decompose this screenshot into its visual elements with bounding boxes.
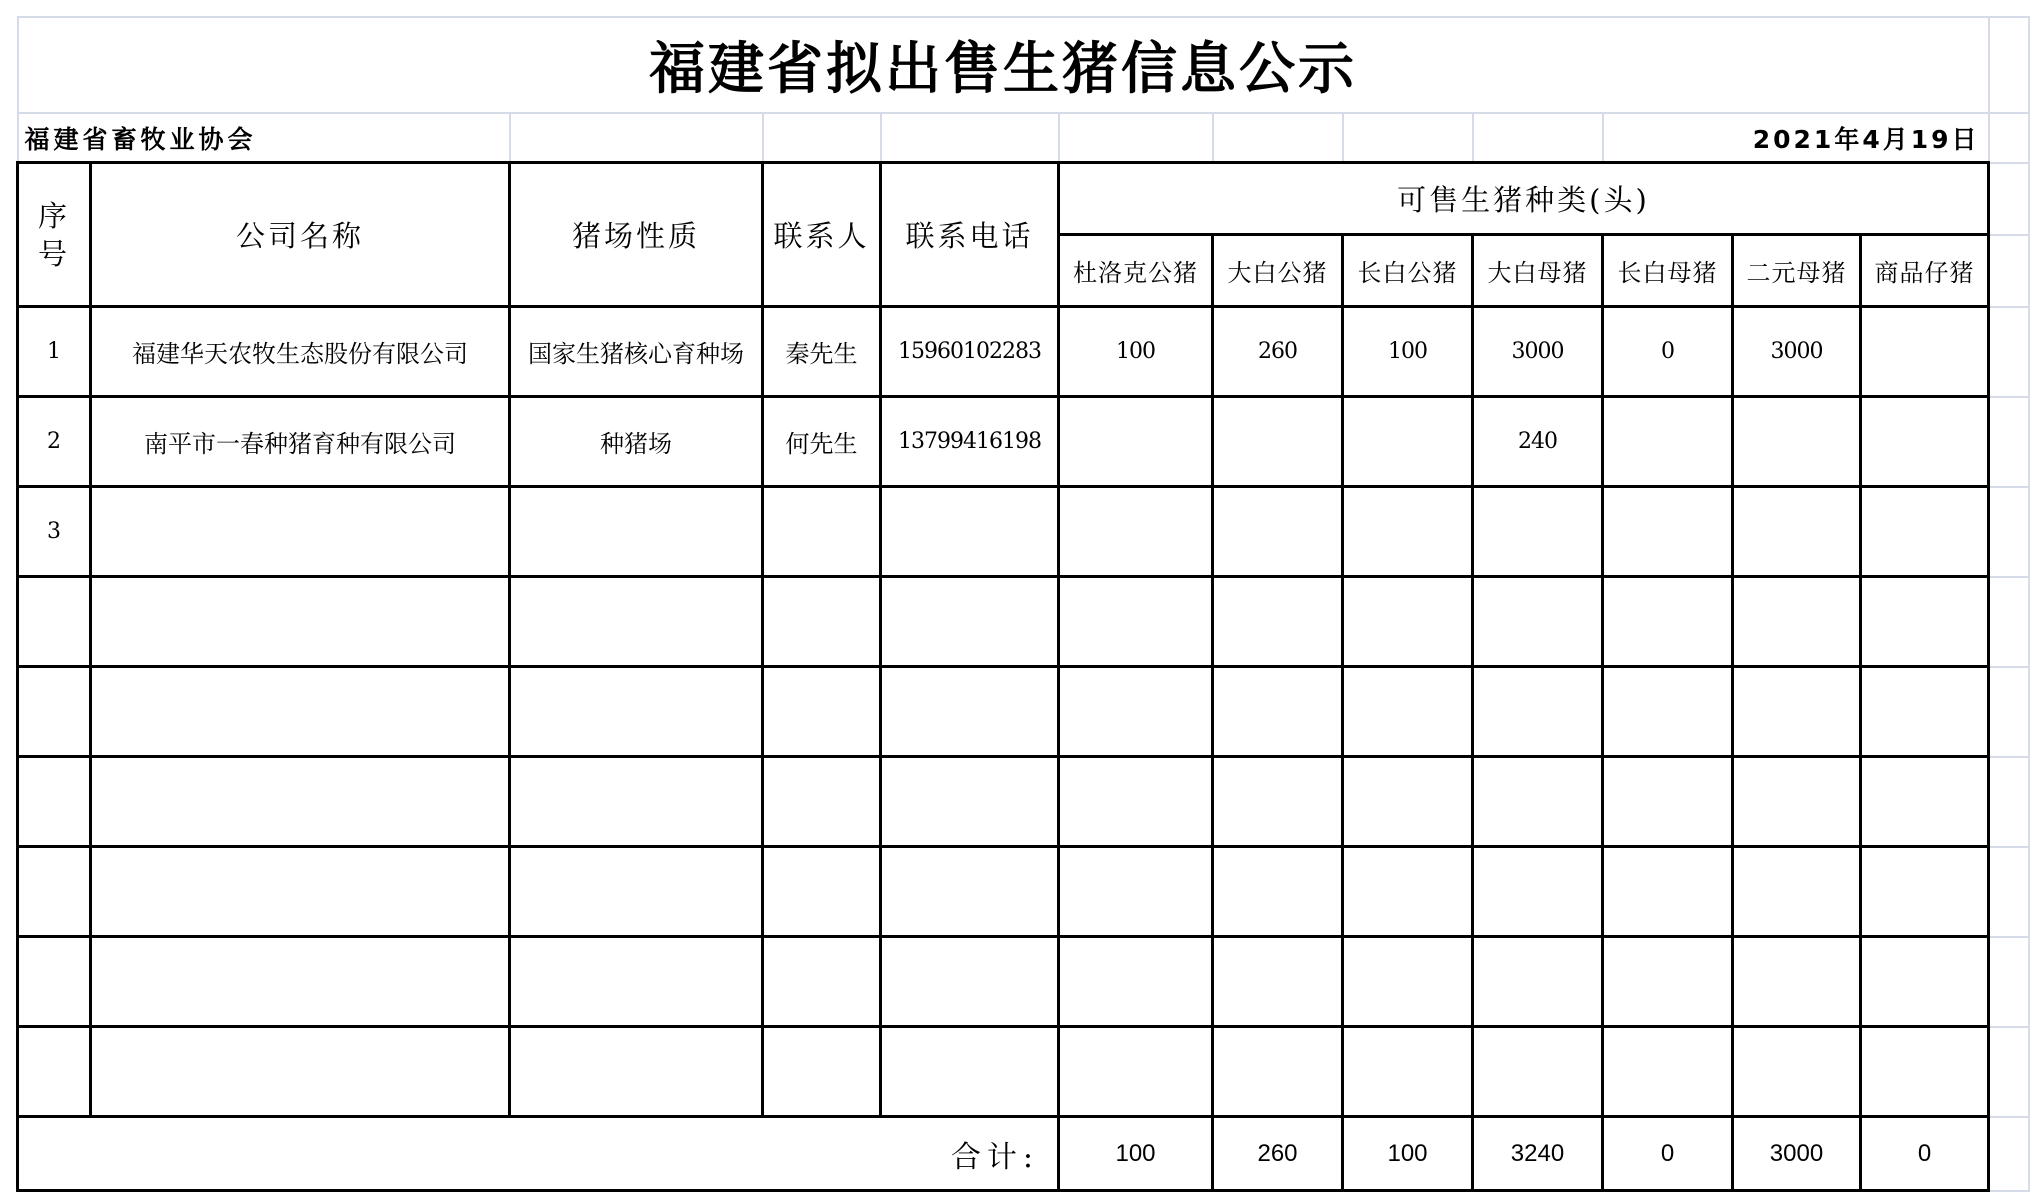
cell-count[interactable] (1733, 397, 1861, 487)
cell-phone[interactable] (881, 937, 1059, 1027)
table-row (18, 847, 2029, 937)
cell-count[interactable] (1059, 397, 1213, 487)
cell-count[interactable] (1603, 667, 1733, 757)
table-row (18, 937, 2029, 1027)
spreadsheet (16, 16, 2030, 1192)
cell-seq[interactable] (18, 847, 91, 937)
cell-phone[interactable] (881, 1027, 1059, 1117)
cell-count[interactable] (1861, 397, 1989, 487)
empty-cell[interactable] (1059, 113, 1213, 163)
header-large-white-sow[interactable]: 大白母猪 (1473, 235, 1603, 307)
cell-contact[interactable]: 秦先生 (763, 307, 881, 397)
empty-cell[interactable] (1989, 1027, 2029, 1117)
cell-count[interactable] (1603, 757, 1733, 847)
cell-count[interactable] (1603, 847, 1733, 937)
empty-cell[interactable] (1989, 113, 2029, 163)
cell-count[interactable] (1213, 1027, 1343, 1117)
empty-cell[interactable] (881, 113, 1059, 163)
header-large-white-boar[interactable]: 大白公猪 (1213, 235, 1343, 307)
cell-count[interactable] (1733, 847, 1861, 937)
cell-count[interactable] (1733, 487, 1861, 577)
cell-count[interactable] (1343, 1027, 1473, 1117)
header-seq[interactable] (18, 163, 91, 307)
cell-count[interactable]: 260 (1213, 307, 1343, 397)
empty-cell[interactable] (1989, 757, 2029, 847)
cell-count[interactable] (1473, 487, 1603, 577)
header-farm-type[interactable]: 猪场性质 (510, 163, 763, 307)
cell-count[interactable] (1059, 667, 1213, 757)
header-contact[interactable]: 联系人 (763, 163, 881, 307)
cell-count[interactable] (1059, 1027, 1213, 1117)
table-row (18, 667, 2029, 757)
total-count[interactable]: 100 (1343, 1117, 1473, 1191)
cell-count[interactable] (1473, 937, 1603, 1027)
cell-farm-type[interactable] (510, 1027, 763, 1117)
cell-count[interactable] (1059, 577, 1213, 667)
cell-count[interactable] (1059, 757, 1213, 847)
header-phone[interactable]: 联系电话 (881, 163, 1059, 307)
header-landrace-boar[interactable]: 长白公猪 (1343, 235, 1473, 307)
cell-count[interactable] (1861, 937, 1989, 1027)
cell-contact[interactable]: 何先生 (763, 397, 881, 487)
cell-seq[interactable] (18, 667, 91, 757)
cell-seq[interactable] (18, 937, 91, 1027)
cell-count[interactable] (1343, 487, 1473, 577)
total-count[interactable]: 100 (1059, 1117, 1213, 1191)
cell-count[interactable] (1343, 757, 1473, 847)
cell-count[interactable] (1733, 577, 1861, 667)
cell-count[interactable] (1213, 487, 1343, 577)
cell-count[interactable]: 240 (1473, 397, 1603, 487)
cell-count[interactable] (1213, 577, 1343, 667)
cell-seq[interactable] (18, 577, 91, 667)
table-row (18, 757, 2029, 847)
cell-phone[interactable] (881, 577, 1059, 667)
cell-count[interactable] (1213, 847, 1343, 937)
cell-contact[interactable] (763, 577, 881, 667)
cell-count[interactable] (1213, 937, 1343, 1027)
cell-count[interactable] (1861, 757, 1989, 847)
empty-cell[interactable] (1989, 577, 2029, 667)
cell-farm-type[interactable] (510, 757, 763, 847)
cell-farm-type[interactable] (510, 847, 763, 937)
cell-count[interactable] (1059, 487, 1213, 577)
cell-seq[interactable]: 3 (18, 487, 91, 577)
cell-count[interactable] (1213, 667, 1343, 757)
cell-contact[interactable] (763, 937, 881, 1027)
total-label[interactable]: 合计: (18, 1117, 1059, 1191)
empty-cell[interactable] (1343, 113, 1473, 163)
table-row (18, 1027, 2029, 1117)
cell-contact[interactable] (763, 1027, 881, 1117)
empty-cell[interactable] (510, 113, 763, 163)
cell-phone[interactable]: 15960102283 (881, 307, 1059, 397)
table-row (18, 307, 2029, 397)
total-count[interactable]: 3000 (1733, 1117, 1861, 1191)
cell-count[interactable] (1213, 397, 1343, 487)
cell-count[interactable] (1733, 757, 1861, 847)
cell-count[interactable] (1861, 577, 1989, 667)
cell-phone[interactable] (881, 847, 1059, 937)
header-commercial-piglet[interactable]: 商品仔猪 (1861, 235, 1989, 307)
cell-count[interactable]: 100 (1343, 307, 1473, 397)
cell-count[interactable] (1343, 397, 1473, 487)
empty-cell[interactable] (1989, 235, 2029, 307)
cell-count[interactable] (1603, 1027, 1733, 1117)
cell-count[interactable] (1473, 1027, 1603, 1117)
total-row (18, 1117, 2029, 1191)
cell-company[interactable]: 福建华天农牧生态股份有限公司 (91, 307, 510, 397)
empty-cell[interactable] (1989, 163, 2029, 235)
empty-cell[interactable] (1989, 1117, 2029, 1191)
cell-contact[interactable] (763, 847, 881, 937)
cell-count[interactable]: 100 (1059, 307, 1213, 397)
empty-cell[interactable] (1989, 667, 2029, 757)
cell-farm-type[interactable] (510, 667, 763, 757)
cell-phone[interactable]: 13799416198 (881, 397, 1059, 487)
cell-count[interactable] (1059, 937, 1213, 1027)
cell-phone[interactable] (881, 757, 1059, 847)
cell-contact[interactable] (763, 757, 881, 847)
cell-count[interactable] (1213, 757, 1343, 847)
empty-cell[interactable] (1989, 487, 2029, 577)
header-breed-group[interactable]: 可售生猪种类(头) (1059, 163, 1989, 235)
table-row (18, 397, 2029, 487)
header-duroc-boar[interactable]: 杜洛克公猪 (1059, 235, 1213, 307)
cell-company[interactable]: 南平市一春种猪育种有限公司 (91, 397, 510, 487)
header-seq-label: 序号 (38, 198, 71, 271)
total-count[interactable]: 3240 (1473, 1117, 1603, 1191)
cell-company[interactable] (91, 577, 510, 667)
organization-name[interactable]: 福建省畜牧业协会 (18, 113, 510, 163)
total-count[interactable]: 260 (1213, 1117, 1343, 1191)
header-landrace-sow[interactable]: 长白母猪 (1603, 235, 1733, 307)
empty-cell[interactable] (1213, 113, 1343, 163)
cell-count[interactable] (1473, 667, 1603, 757)
table-row (18, 577, 2029, 667)
cell-count[interactable] (1733, 937, 1861, 1027)
cell-count[interactable] (1861, 307, 1989, 397)
cell-count[interactable] (1343, 577, 1473, 667)
cell-company[interactable] (91, 667, 510, 757)
cell-farm-type[interactable]: 种猪场 (510, 397, 763, 487)
cell-seq[interactable]: 2 (18, 397, 91, 487)
cell-count[interactable] (1733, 667, 1861, 757)
cell-count[interactable] (1603, 397, 1733, 487)
cell-contact[interactable] (763, 667, 881, 757)
cell-count[interactable] (1861, 487, 1989, 577)
empty-cell[interactable] (1989, 937, 2029, 1027)
cell-count[interactable]: 0 (1603, 307, 1733, 397)
cell-farm-type[interactable] (510, 937, 763, 1027)
cell-company[interactable] (91, 847, 510, 937)
cell-company[interactable] (91, 757, 510, 847)
header-crossbred-sow[interactable]: 二元母猪 (1733, 235, 1861, 307)
total-count[interactable]: 0 (1861, 1117, 1989, 1191)
cell-company[interactable] (91, 937, 510, 1027)
cell-count[interactable] (1603, 577, 1733, 667)
cell-seq[interactable] (18, 757, 91, 847)
cell-count[interactable]: 3000 (1733, 307, 1861, 397)
table-row (18, 487, 2029, 577)
empty-cell[interactable] (763, 113, 881, 163)
empty-cell[interactable] (1989, 17, 2029, 113)
report-date[interactable]: 2021年4月19日 (1603, 113, 1989, 163)
cell-count[interactable] (1861, 667, 1989, 757)
cell-count[interactable] (1059, 847, 1213, 937)
cell-company[interactable] (91, 1027, 510, 1117)
cell-count[interactable] (1473, 847, 1603, 937)
cell-count[interactable] (1473, 577, 1603, 667)
cell-count[interactable]: 3000 (1473, 307, 1603, 397)
pig-sale-table (16, 16, 2030, 1192)
cell-farm-type[interactable]: 国家生猪核心育种场 (510, 307, 763, 397)
cell-phone[interactable] (881, 667, 1059, 757)
cell-contact[interactable] (763, 487, 881, 577)
cell-count[interactable] (1733, 1027, 1861, 1117)
cell-count[interactable] (1603, 487, 1733, 577)
sheet-title[interactable]: 福建省拟出售生猪信息公示 (18, 17, 1989, 113)
cell-seq[interactable]: 1 (18, 307, 91, 397)
cell-seq[interactable] (18, 1027, 91, 1117)
cell-farm-type[interactable] (510, 487, 763, 577)
empty-cell[interactable] (1989, 307, 2029, 397)
header-company[interactable]: 公司名称 (91, 163, 510, 307)
cell-count[interactable] (1861, 1027, 1989, 1117)
total-count[interactable]: 0 (1603, 1117, 1733, 1191)
cell-count[interactable] (1473, 757, 1603, 847)
empty-cell[interactable] (1989, 397, 2029, 487)
cell-count[interactable] (1603, 937, 1733, 1027)
cell-count[interactable] (1343, 667, 1473, 757)
empty-cell[interactable] (1989, 847, 2029, 937)
cell-count[interactable] (1861, 847, 1989, 937)
cell-farm-type[interactable] (510, 577, 763, 667)
cell-count[interactable] (1343, 847, 1473, 937)
cell-company[interactable] (91, 487, 510, 577)
cell-count[interactable] (1343, 937, 1473, 1027)
cell-phone[interactable] (881, 487, 1059, 577)
empty-cell[interactable] (1473, 113, 1603, 163)
